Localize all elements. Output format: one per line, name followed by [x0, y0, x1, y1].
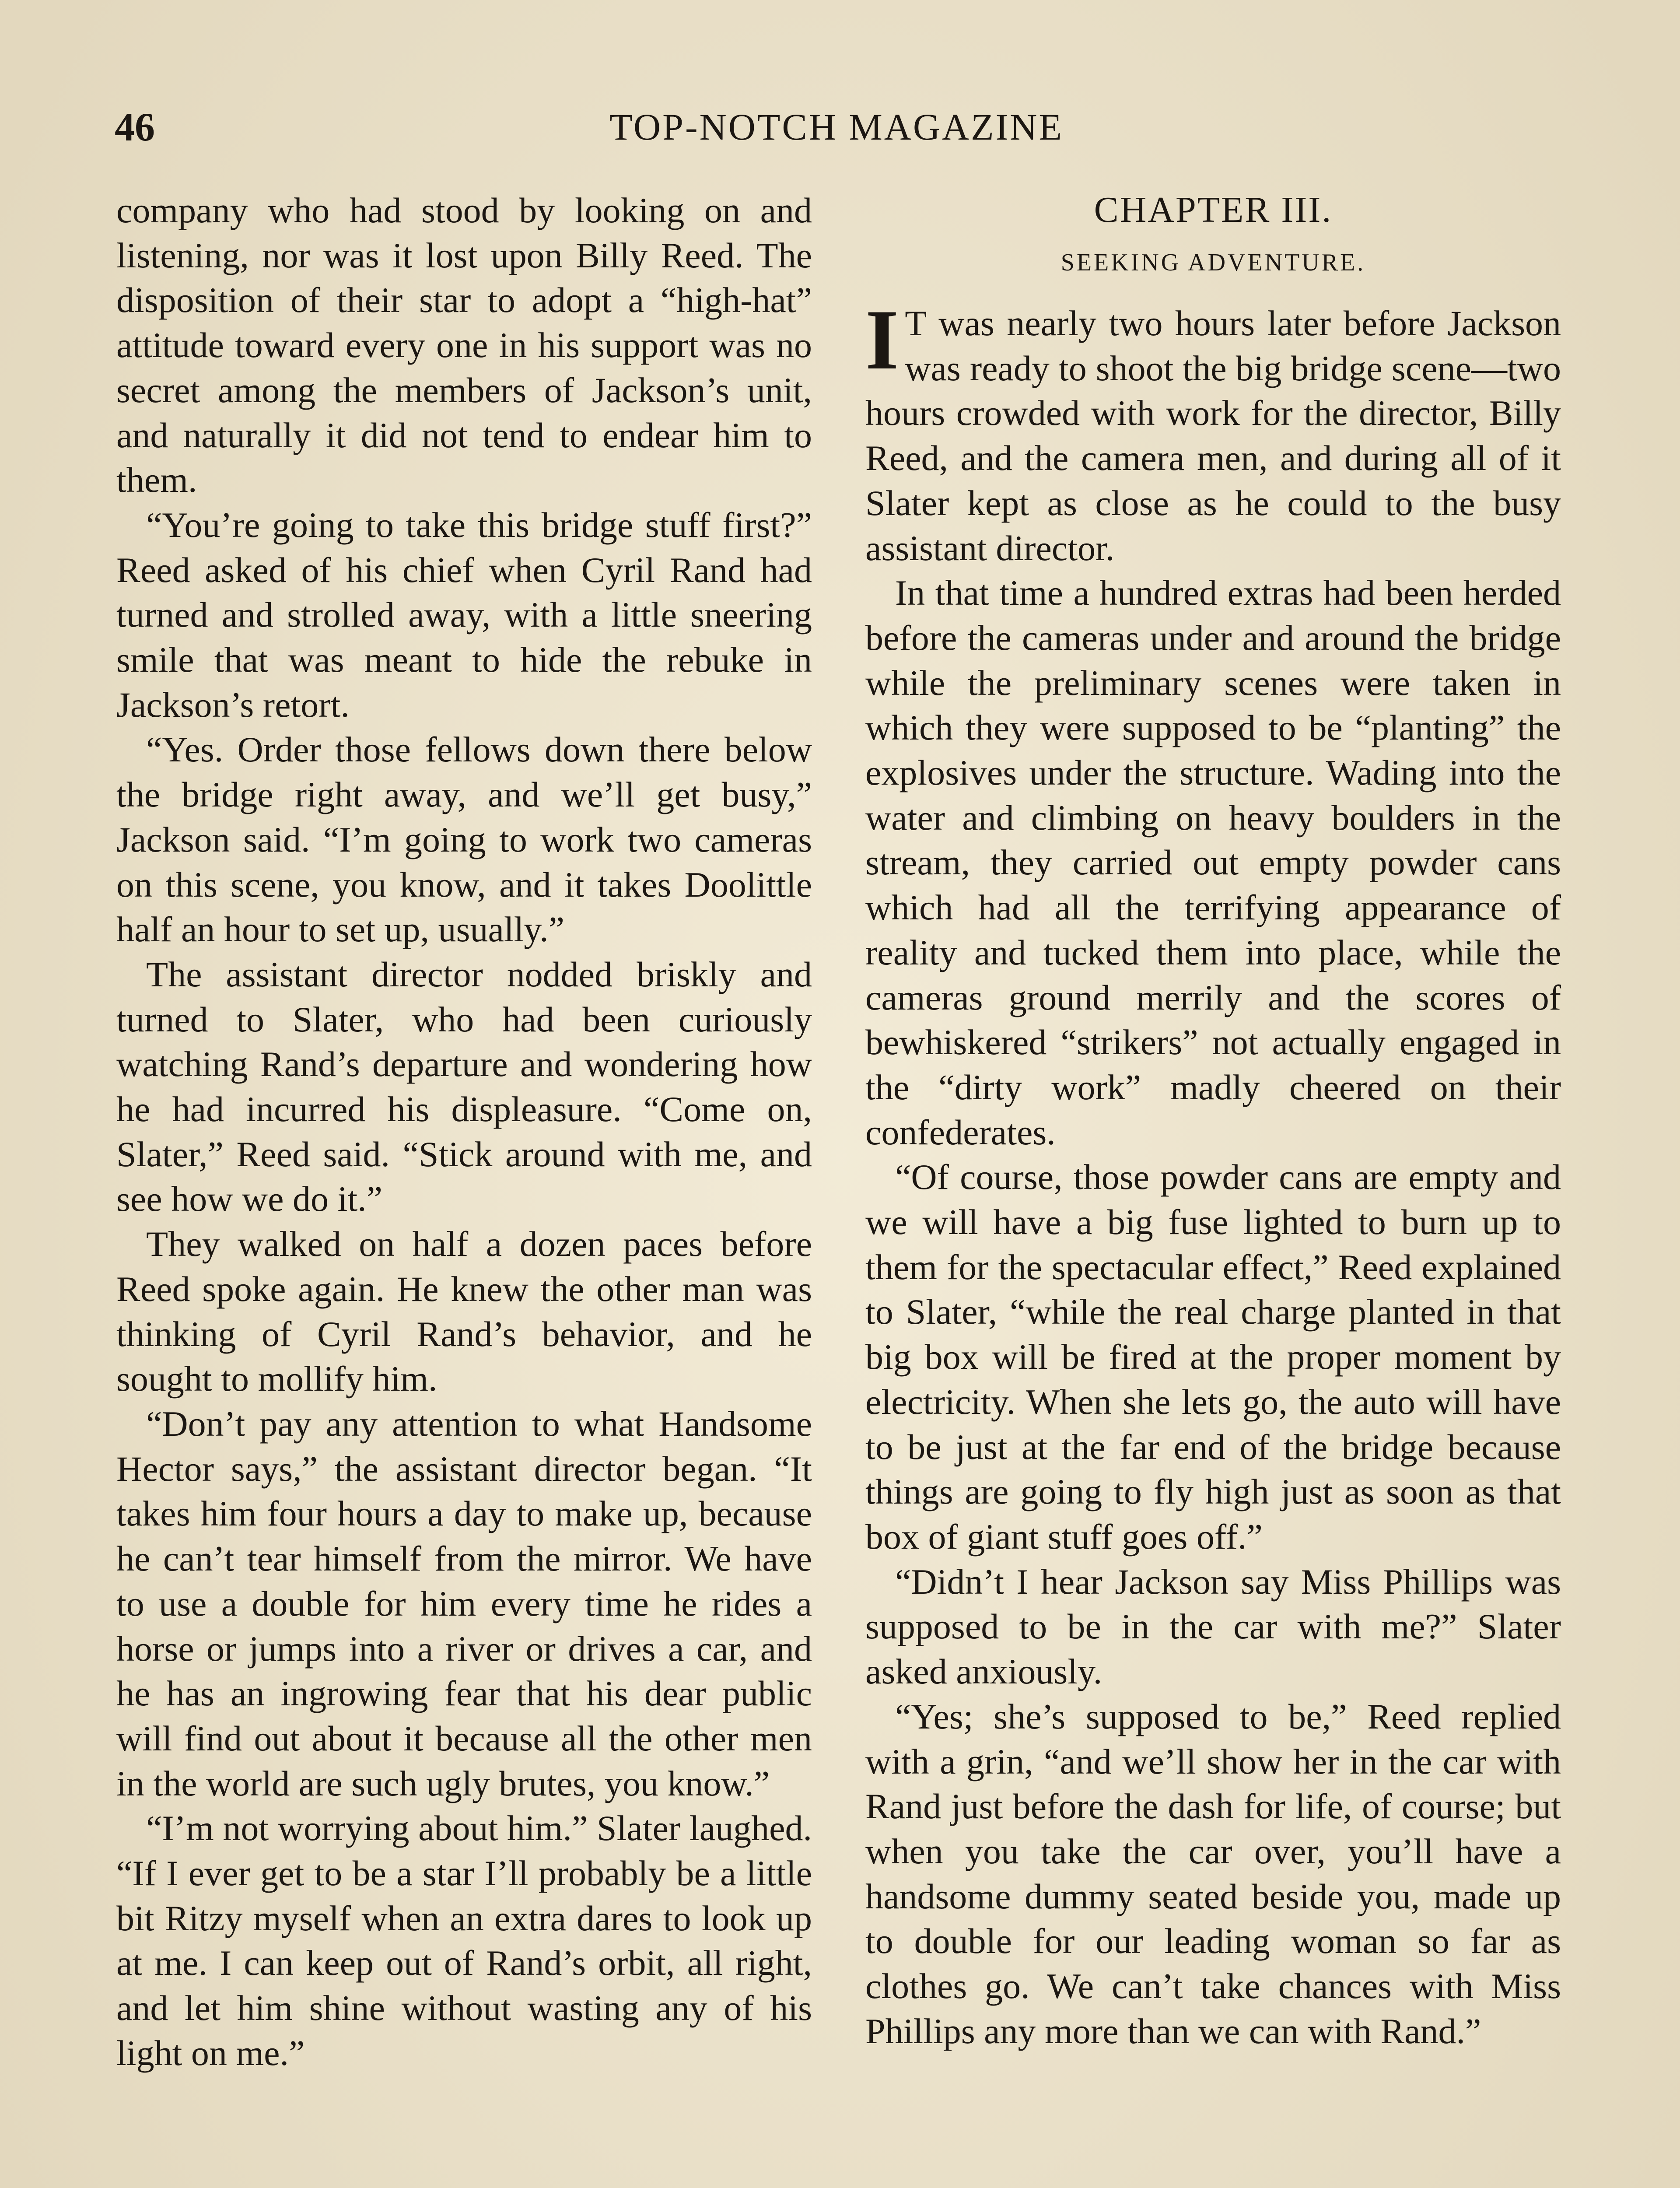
chapter-title: CHAPTER III.: [1094, 189, 1333, 230]
paragraph: They walked on half a dozen paces before Reed spoke again. He knew the other man was thinking of Cyril Rand’s behavior, and he sought to mollify him.: [116, 1224, 812, 1399]
paragraph: “Yes. Order those fellows down there below the bridge right away, and we’ll get busy,” Jackson said. “I’m going to work two cameras on this scene, you know, and it takes Doolittle half an hour to set up, usually.”: [116, 729, 812, 950]
paragraph: “I’m not worrying about him.” Slater laughed. “If I ever get to be a star I’ll probably be a little bit Ritzy myself when an extra dares to look up at me. I can keep out of Rand’s orbit, all right, and let him shine without wasting any of his light on me.”: [116, 1808, 812, 2073]
paragraph: company who had stood by looking on and listening, nor was it lost upon Billy Reed. The disposition of their star to adopt a “high-hat” attitude toward every one in his support was no secret among the members of Jackson’s unit, and naturally it did not tend to endear him to them.: [116, 190, 812, 500]
page-header: [115, 101, 1558, 153]
paragraph: “Don’t pay any attention to what Handsome Hector says,” the assistant director began. “It takes him four hours a day to make up, because he can’t tear himself from the mirror. We have to use a double for him every time he rides a horse or jumps into a river or drives a car, and he has an ingrowing fear that his dear public will find out about it because all the other men in the world are such ugly brutes, you know.”: [116, 1403, 812, 1803]
running-title: TOP-NOTCH MAGAZINE: [609, 106, 1064, 148]
paragraph: The assistant director nodded briskly and turned to Slater, who had been curiously watching Rand’s departure and wondering how he had incurred his displeasure. “Come on, Slater,” Reed said. “Stick around with me, and see how we do it.”: [116, 954, 812, 1219]
paragraph: “Didn’t I hear Jackson say Miss Phillips was supposed to be in the car with me?” Slater asked anxiously.: [865, 1561, 1561, 1692]
opening-text: T was nearly two hours later before Jackson was ready to shoot the big bridge scene—two hours crowded with work for the director, Billy Reed, and the camera men, and during all of it Slater kept as close as he could to the busy assistant director.: [865, 303, 1561, 568]
left-column: [116, 188, 812, 2076]
page-number: 46: [115, 105, 155, 149]
chapter-subtitle: SEEKING ADVENTURE.: [1060, 249, 1366, 276]
drop-cap: I: [865, 292, 899, 387]
paragraph: “Of course, those powder cans are empty and we will have a big fuse lighted to burn up to them for the spectacular effect,” Reed explained to Slater, “while the real charge planted in that big box will be fired at the proper moment by electricity. When she lets go, the auto will have to be just at the far end of the bridge because things are going to fly high just as soon as that box of giant stuff goes off.”: [865, 1157, 1561, 1557]
chapter-opening-paragraph: [865, 292, 1561, 571]
paragraph: “You’re going to take this bridge stuff first?” Reed asked of his chief when Cyril Rand had turned and strolled away, with a little sneering smile that was meant to hide the rebuke in Jackson’s retort.: [116, 505, 812, 725]
paragraph: “Yes; she’s supposed to be,” Reed replied with a grin, “and we’ll show her in the car with Rand just before the dash for life, of course; but when you take the car over, you’ll have a handsome dummy seated beside you, made up to double for our leading woman so far as clothes go. We can’t take chances with Miss Phillips any more than we can with Rand.”: [865, 1696, 1561, 2051]
paragraph: In that time a hundred extras had been herded before the cameras under and around the bridge while the preliminary scenes were taken in which they were supposed to be “planting” the explosives under the structure. Wading into the water and climbing on heavy boulders in the stream, they carried out empty powder cans which had all the terrifying appearance of reality and tucked them into place, while the cameras ground merrily and the scores of bewhiskered “strikers” not actually engaged in the “dirty work” madly cheered on their confederates.: [865, 573, 1561, 1152]
right-column: [865, 188, 1561, 2054]
